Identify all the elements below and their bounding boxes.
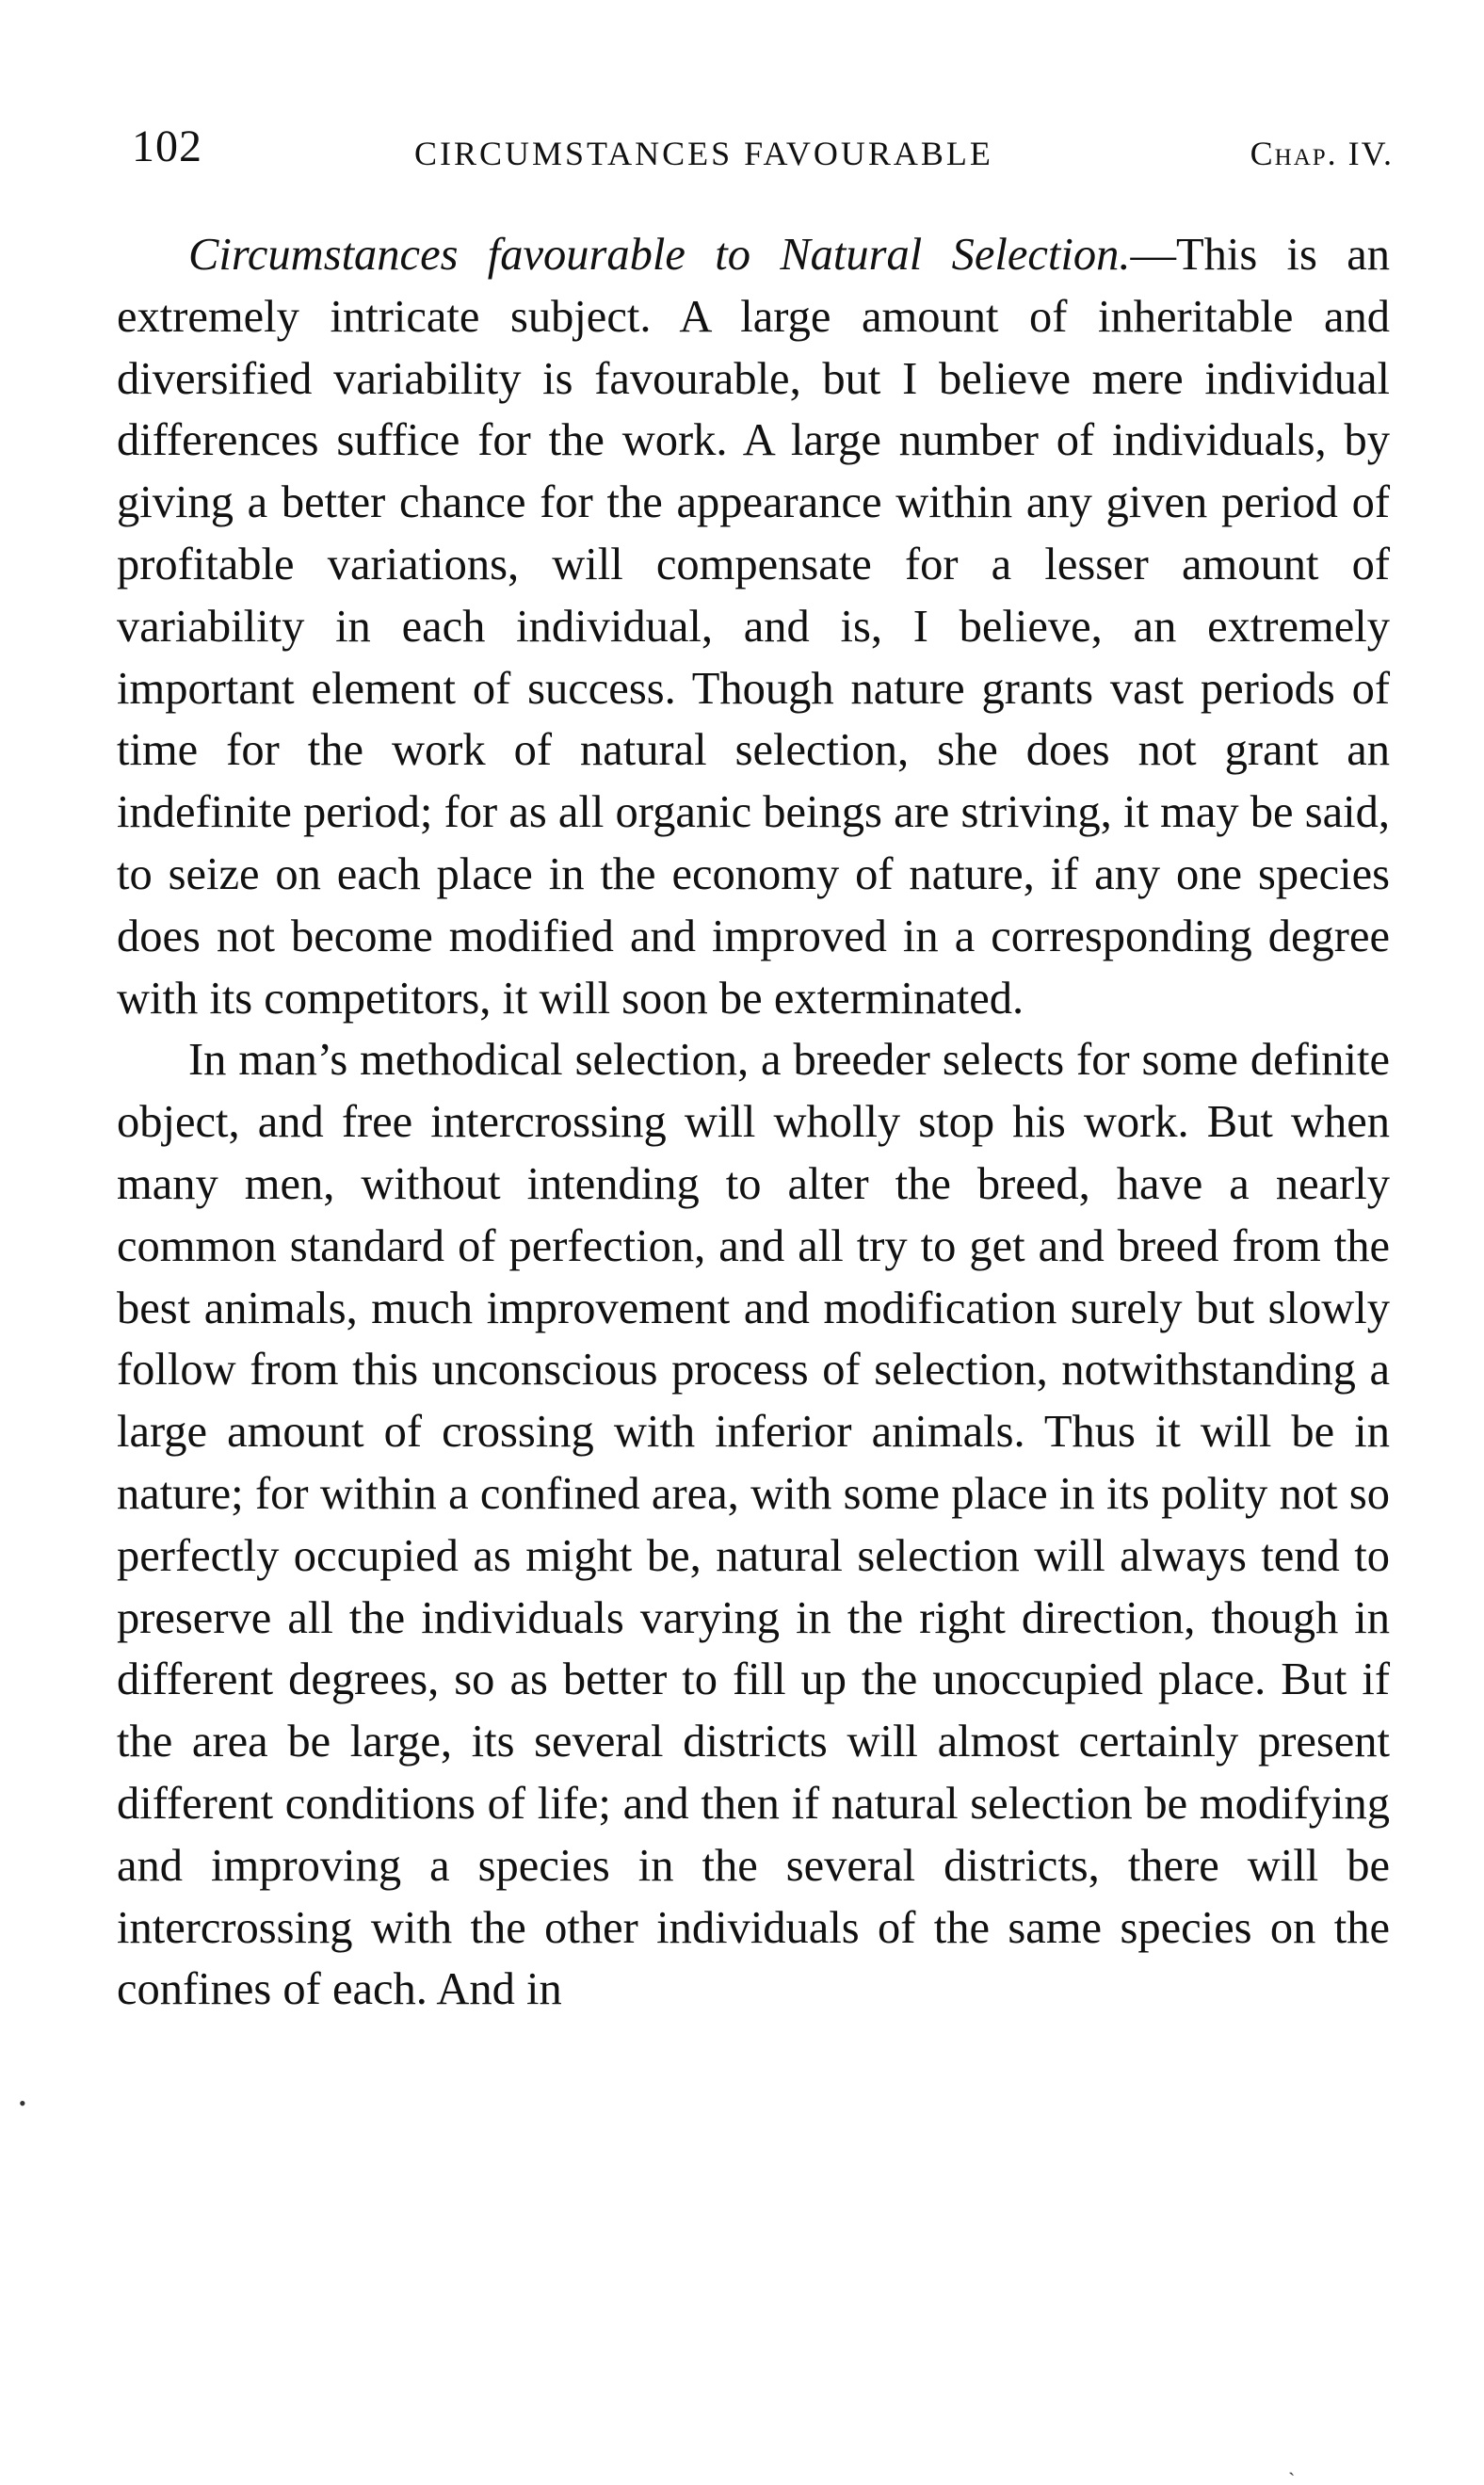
section-heading: Circumstances favourable to Natural Selection.	[188, 230, 1131, 280]
page-number: 102	[132, 121, 202, 171]
paragraph	[117, 224, 1390, 1029]
running-head: CIRCUMSTANCES FAVOURABLE	[414, 135, 993, 172]
paragraph	[117, 1029, 1390, 2021]
chapter-label: Chap. IV.	[1250, 135, 1394, 172]
bottom-tick-mark: ˎ	[1288, 2452, 1296, 2476]
paragraph-text: —This is an extremely intricate subject. A large amount of inheritable and diversified variability is favourable, but I believe mere individual differences suffice for the work. A large number of individuals, by giving a better chance for the appearance within any given period of profitable variations, will compensate for a lesser amount of variability in each individual, and is, I believe, an extremely important element of success. Though nature grants vast periods of time for the work of natural selection, she does not grant an indefinite period; for as all organic beings are striving, it may be said, to seize on each place in the economy of nature, if any one species does not become modified and improved in a corresponding degree with its competitors, it will soon be exterminated.	[117, 230, 1390, 1024]
margin-dot-mark: •	[19, 2091, 26, 2115]
body-text	[117, 224, 1390, 2021]
paragraph-text: In man’s methodical selection, a breeder selects for some definite object, and free intercrossing will wholly stop his work. But when many men, without intending to alter the breed, have a nearly common standard of perfection, and all try to get and breed from the best animals, much improvement and modification surely but slowly follow from this unconscious process of selection, notwithstanding a large amount of crossing with inferior animals. Thus it will be in nature; for within a confined area, with some place in its polity not so perfectly occupied as might be, natural selection will always tend to preserve all the individuals varying in the right direction, though in different degrees, so as better to fill up the unoccupied place. But if the area be large, its several districts will almost certainly present different conditions of life; and then if natural selection be modifying and improving a species in the several districts, there will be intercrossing with the other individuals of the same species on the confines of each. And in	[117, 1035, 1390, 2015]
page-header	[132, 121, 1403, 186]
